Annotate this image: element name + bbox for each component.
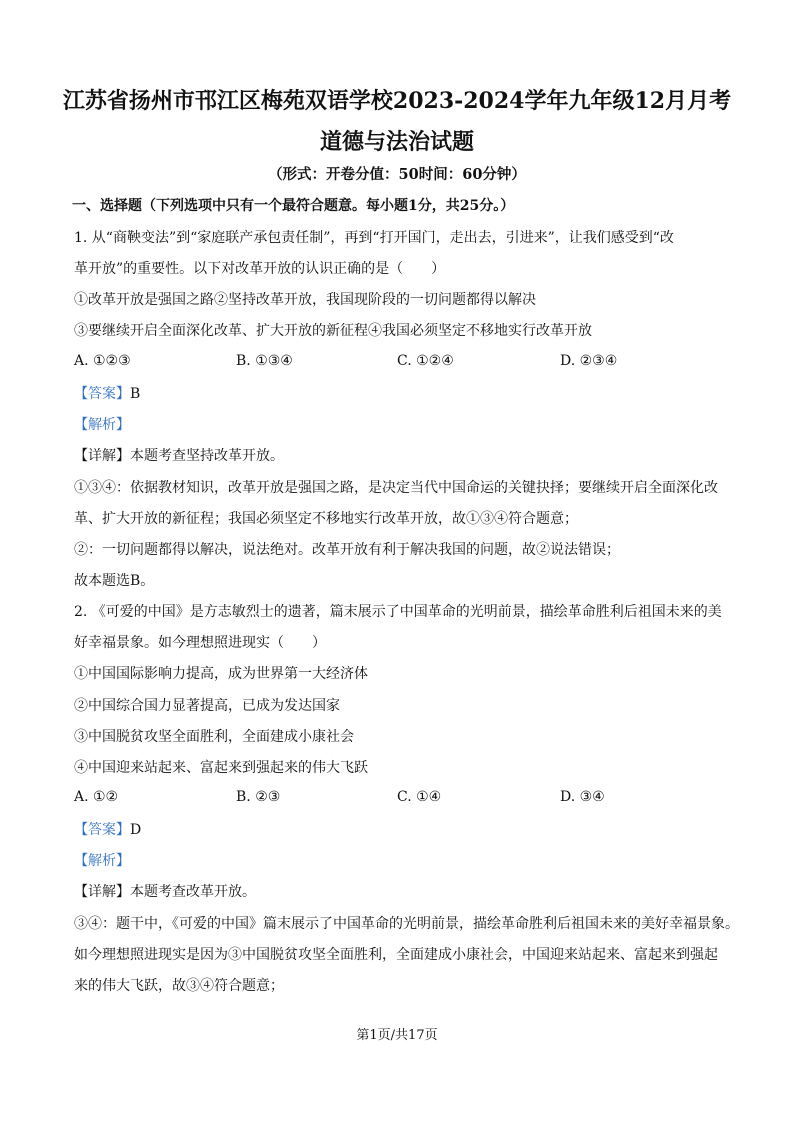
q1-statement-line2: ③要继续开启全面深化改革、扩大开放的新征程④我国必须坚定不移地实行改革开放 bbox=[74, 323, 592, 339]
q1-explain-line4: 故本题选B。 bbox=[74, 573, 155, 589]
q2-statement-2: ②中国综合国力显著提高，已成为发达国家 bbox=[74, 698, 340, 714]
q1-stem-line1: 1. 从“商鞅变法”到“家庭联产承包责任制”，再到“打开国门，走出去，引进来”，让我们感受到“改 bbox=[74, 230, 674, 246]
q1-stem-line2: 革开放”的重要性。以下对改革开放的认识正确的是（ ） bbox=[74, 261, 446, 277]
detail-tag: 【详解】 bbox=[74, 884, 130, 900]
q1-option-a: A. ①②③ bbox=[74, 353, 131, 369]
q1-explain-line2: 革、扩大开放的新征程；我国必须坚定不移地实行改革开放，故①③④符合题意； bbox=[74, 511, 578, 527]
answer-tag: 【答案】 bbox=[74, 386, 130, 402]
answer-tag: 【答案】 bbox=[74, 822, 130, 838]
q2-option-d: D. ③④ bbox=[560, 789, 605, 805]
q2-analysis bbox=[74, 851, 734, 871]
q2-explain-line1: ③④：题干中，《可爱的中国》篇末展示了中国革命的光明前景，描绘革命胜利后祖国未来的美好幸福景象。 bbox=[74, 916, 739, 932]
q1-option-d: D. ②③④ bbox=[560, 353, 618, 369]
q2-explain-line3: 来的伟大飞跃，故③④符合题意； bbox=[74, 978, 284, 994]
q2-stem-line2: 好幸福景象。如今理想照进现实（ ） bbox=[74, 635, 326, 651]
detail-text: 本题考查坚持改革开放。 bbox=[130, 448, 284, 464]
q1-statement-line1: ①改革开放是强国之路②坚持改革开放，我国现阶段的一切问题都得以解决 bbox=[74, 292, 536, 308]
answer-value: B bbox=[130, 386, 141, 402]
q1-detail bbox=[74, 446, 734, 466]
detail-tag: 【详解】 bbox=[74, 448, 130, 464]
document-title: 江苏省扬州市邗江区梅苑双语学校2023-2024学年九年级12月月考 bbox=[62, 88, 732, 114]
q2-detail bbox=[74, 882, 734, 902]
q1-analysis bbox=[74, 415, 734, 435]
analysis-tag: 【解析】 bbox=[74, 853, 130, 869]
q2-statement-4: ④中国迎来站起来、富起来到强起来的伟大飞跃 bbox=[74, 760, 368, 776]
q1-option-b: B. ①③④ bbox=[236, 353, 293, 369]
page-number: 第1页/共17页 bbox=[356, 1028, 438, 1043]
q2-option-a: A. ①② bbox=[74, 789, 119, 805]
detail-text: 本题考查改革开放。 bbox=[130, 884, 256, 900]
document-subject: 道德与法治试题 bbox=[319, 129, 474, 155]
answer-value: D bbox=[130, 822, 142, 838]
section-heading: 一、选择题（下列选项中只有一个最符合题意。每小题1分，共25分。） bbox=[72, 198, 515, 214]
q1-explain-line1: ①③④：依据教材知识，改革开放是强国之路，是决定当代中国命运的关键抉择；要继续开启全面深化改 bbox=[74, 480, 718, 496]
q2-statement-3: ③中国脱贫攻坚全面胜利，全面建成小康社会 bbox=[74, 729, 354, 745]
q2-option-c: C. ①④ bbox=[397, 789, 442, 805]
exam-format: （形式：开卷分值：50时间：60分钟） bbox=[268, 166, 526, 183]
q2-answer bbox=[74, 820, 734, 840]
q1-option-c: C. ①②④ bbox=[397, 353, 454, 369]
q2-explain-line2: 如今理想照进现实是因为③中国脱贫攻坚全面胜利，全面建成小康社会，中国迎来站起来、富起来到强起 bbox=[74, 947, 718, 963]
q1-answer bbox=[74, 384, 734, 404]
q1-explain-line3: ②：一切问题都得以解决，说法绝对。改革开放有利于解决我国的问题，故②说法错误； bbox=[74, 542, 620, 558]
q2-statement-1: ①中国国际影响力提高，成为世界第一大经济体 bbox=[74, 666, 368, 682]
q2-stem-line1: 2. 《可爱的中国》是方志敏烈士的遗著，篇末展示了中国革命的光明前景，描绘革命胜利后祖国未来的美 bbox=[74, 604, 722, 620]
q2-option-b: B. ②③ bbox=[236, 789, 281, 805]
analysis-tag: 【解析】 bbox=[74, 417, 130, 433]
